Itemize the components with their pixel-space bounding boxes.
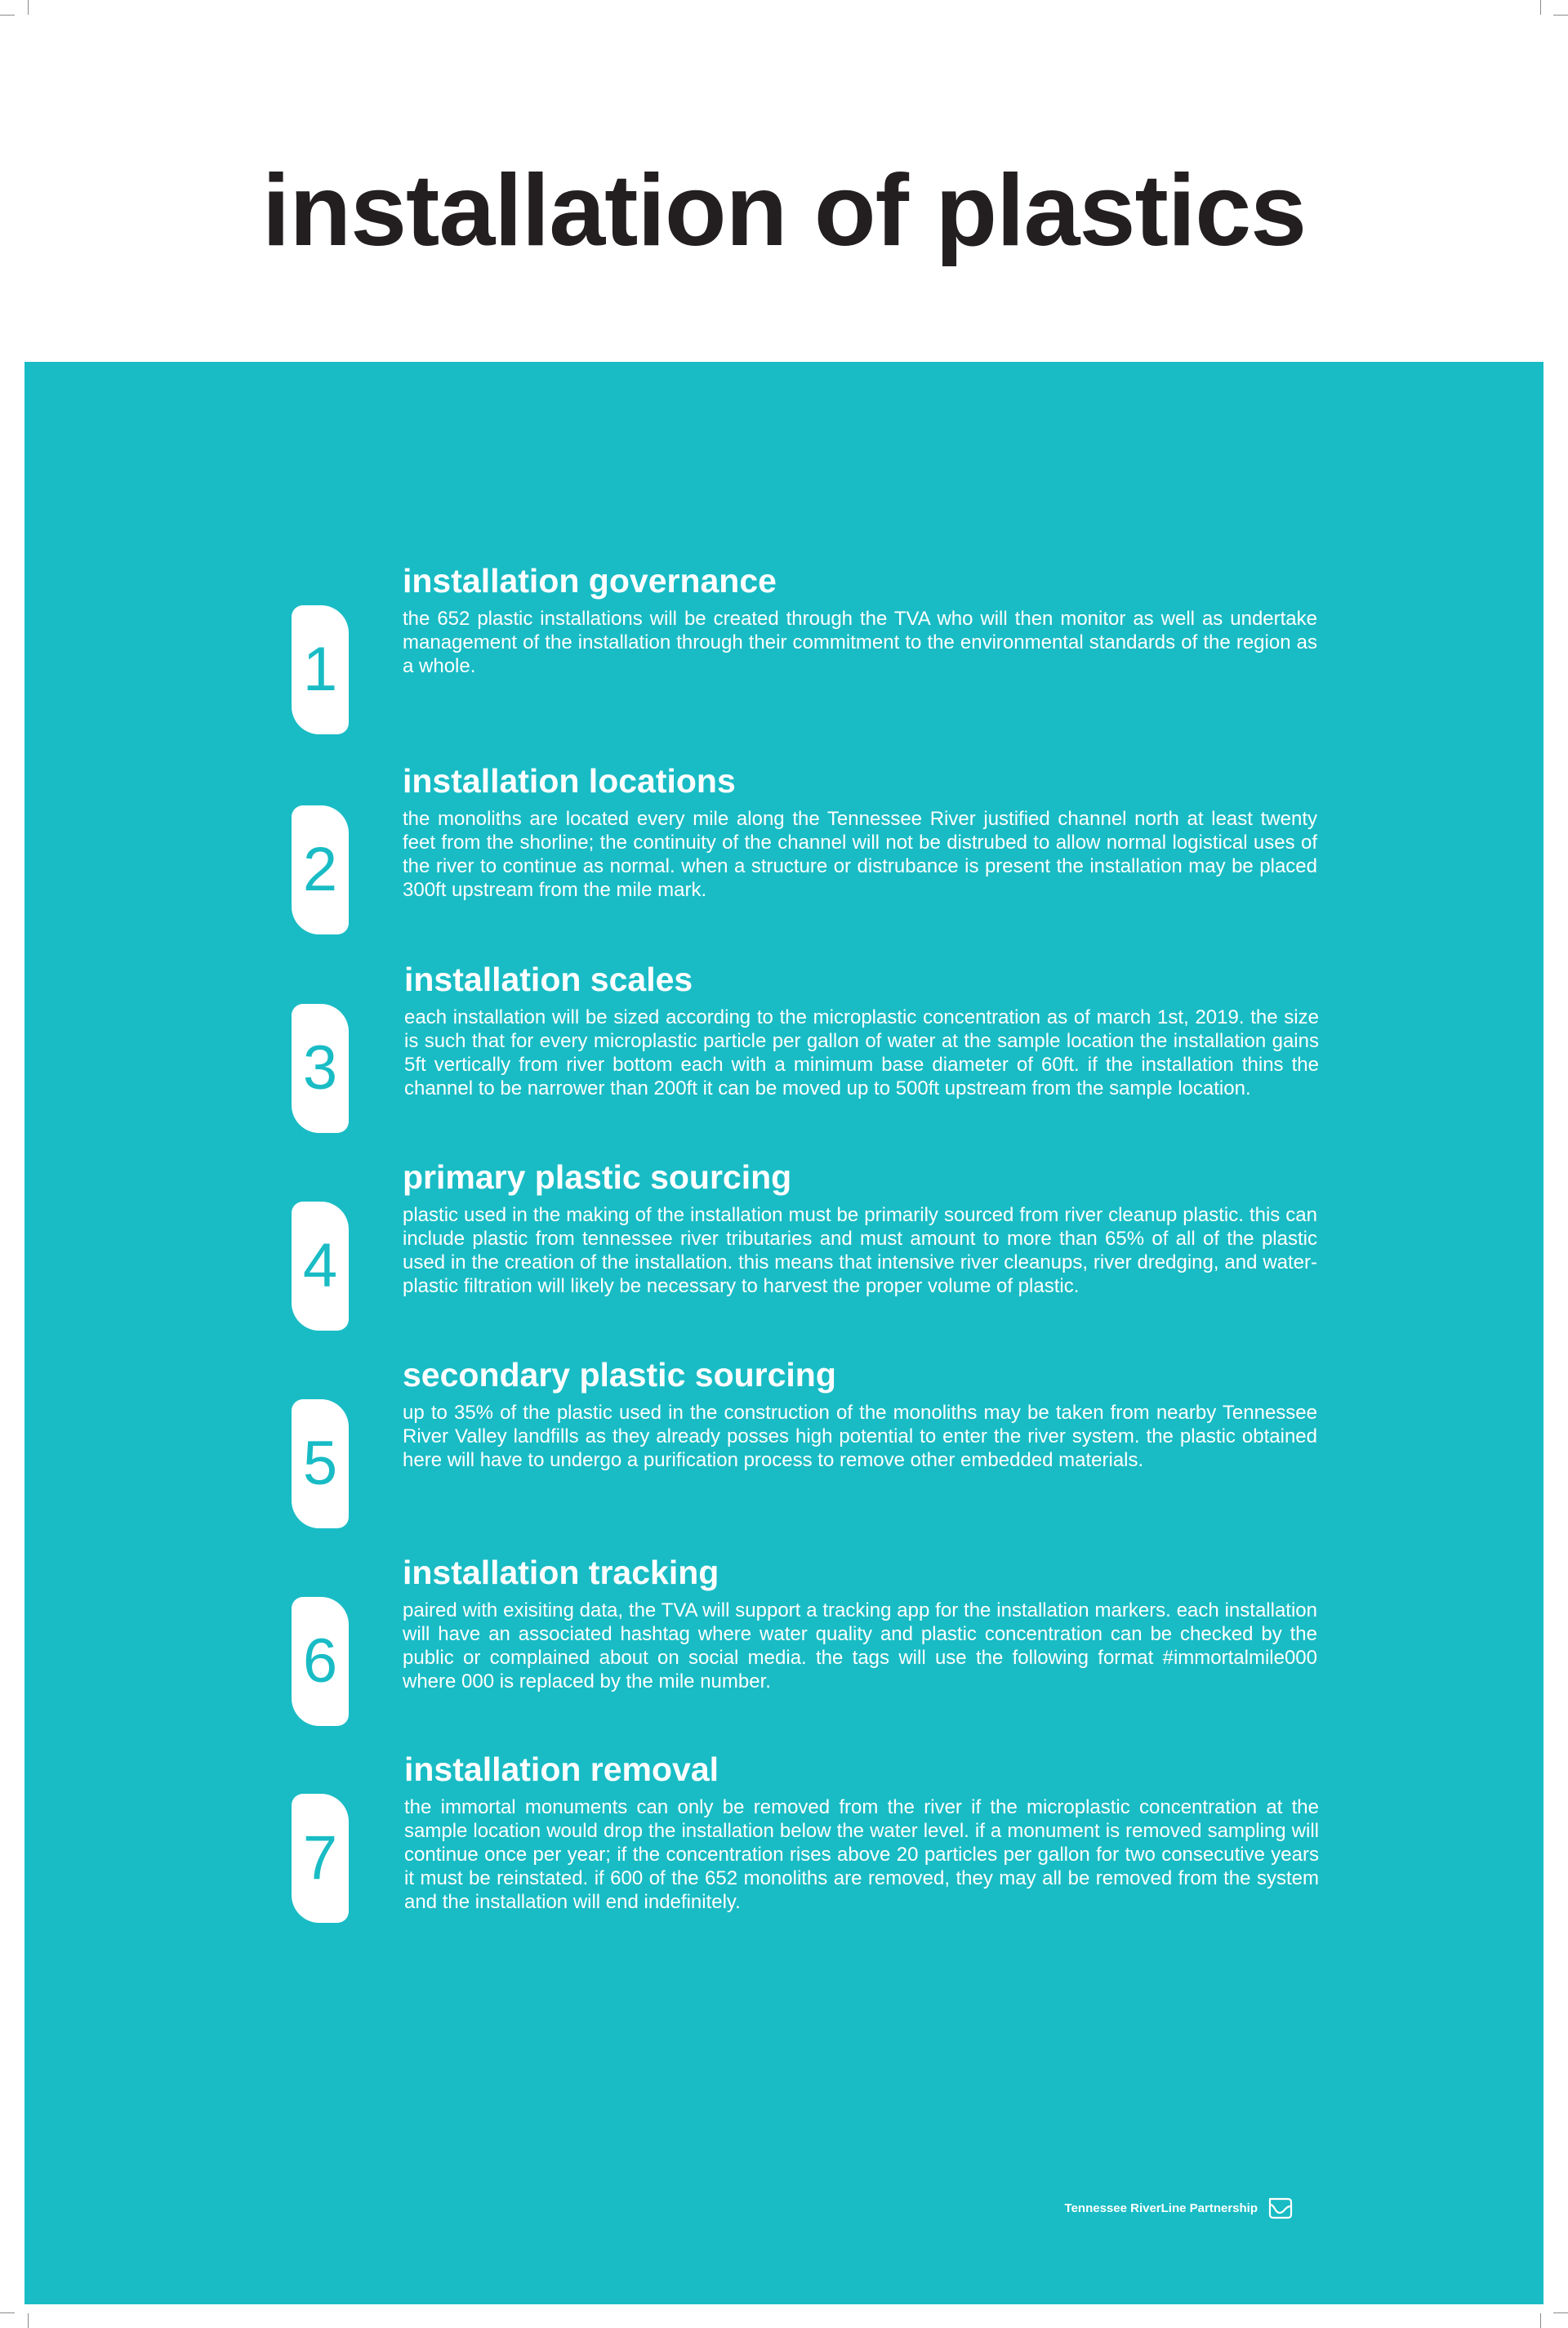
section-number-badge: 1 [292, 605, 349, 734]
page-title: installation of plastics [261, 154, 1307, 267]
section-heading: installation scales [404, 961, 693, 998]
section-heading: installation tracking [403, 1554, 719, 1591]
crop-mark [28, 2313, 29, 2328]
section-heading: installation locations [403, 762, 736, 800]
section-body: plastic used in the making of the installation must be primarily sourced from river cleanup plastic. this can include plastic from tennessee river tributaries and must amount to more than 65% of all of the plastic used in the creation of the installation. this means that intensive river cleanups, river dredging, and water-plastic filtration will likely be necessary to harvest the proper volume of plastic. [403, 1204, 1317, 1297]
section-number-badge: 4 [292, 1202, 349, 1331]
crop-mark [1540, 0, 1541, 15]
section-body: each installation will be sized according to the microplastic concentration as of march 1st, 2019. the size is such that for every microplastic particle per gallon of water at the sample location the installation gains 5ft vertically from river bottom each with a minimum base diameter of 60ft. if the installation thins the channel to be narrower than 200ft it can be moved up to 500ft upstream from the sample location. [404, 1006, 1319, 1099]
section-heading: installation removal [404, 1750, 719, 1788]
crop-mark [0, 15, 15, 16]
section-body: the monoliths are located every mile along the Tennessee River justified channel north at least twenty feet from the shorline; the continuity of the channel will not be distrubed to allow normal logistical uses of the river to continue as normal. when a structure or distrubance is present the installation may be placed 300ft upstream from the mile mark. [403, 808, 1317, 901]
crop-mark [28, 0, 29, 15]
crop-mark [1553, 15, 1568, 16]
crop-mark [1553, 2312, 1568, 2313]
section-number-badge: 7 [292, 1794, 349, 1923]
crop-mark [1540, 2313, 1541, 2328]
section-heading: secondary plastic sourcing [403, 1356, 836, 1394]
section-body: the 652 plastic installations will be created through the TVA who will then monitor as well as undertake management of the installation through their commitment to the environmental standards of the region as a whole. [403, 608, 1317, 677]
section-number-badge: 6 [292, 1597, 349, 1726]
section-body: the immortal monuments can only be removed from the river if the microplastic concentration at the sample location would drop the installation below the water level. if a monument is removed sampling will continue once per year; if the concentration rises above 20 particles per gallon for two consecutive years it must be reinstated. if 600 of the 652 monoliths are removed, they may all be removed from the system and the installation will end indefinitely. [404, 1796, 1319, 1913]
section-heading: installation governance [403, 562, 777, 600]
section-number-badge: 2 [292, 805, 349, 934]
crop-mark [0, 2312, 15, 2313]
section-number-badge: 3 [292, 1004, 349, 1133]
section-heading: primary plastic sourcing [403, 1158, 792, 1196]
section-body: up to 35% of the plastic used in the construction of the monoliths may be taken from nearby Tennessee River Valley landfills as they already posses high potential to enter the river system. the plastic obtained here will have to undergo a purification process to remove other embedded materials. [403, 1402, 1317, 1471]
section-number-badge: 5 [292, 1399, 349, 1528]
riverline-logo-icon [1267, 2196, 1294, 2220]
footer-brand [1065, 2196, 1294, 2220]
section-body: paired with exisiting data, the TVA will support a tracking app for the installation markers. each installation will have an associated hashtag where water quality and plastic concentration can be checked by the public or complained about on social media. the tags will use the following format #immortalmile000 where 000 is replaced by the mile number. [403, 1599, 1317, 1692]
content-panel [24, 362, 1544, 2304]
footer-organization: Tennessee RiverLine Partnership [1064, 2201, 1258, 2215]
